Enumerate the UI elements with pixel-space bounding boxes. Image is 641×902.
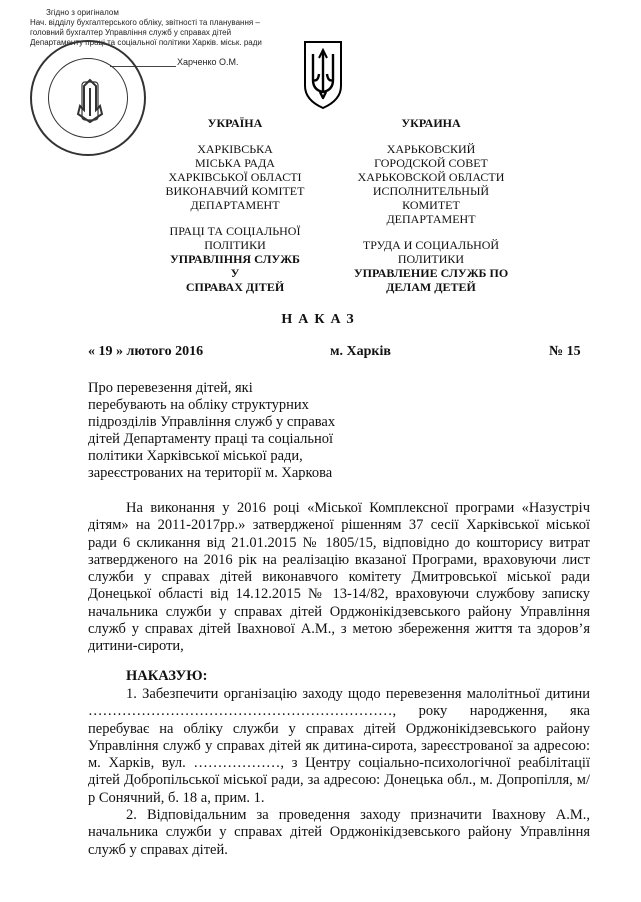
header-ukrainian bbox=[165, 116, 305, 294]
document-title: НАКАЗ bbox=[281, 312, 360, 327]
order-subject bbox=[88, 380, 368, 482]
cert-line-1: Згідно з оригіналом bbox=[46, 8, 119, 17]
header-ua-line: ПРАЦІ ТА СОЦІАЛЬНОЇ bbox=[169, 224, 301, 238]
header-ru-line: ГОРОДСКОЙ СОВЕТ bbox=[374, 156, 488, 170]
header-ua-line: ХАРКІВСЬКА bbox=[197, 142, 273, 156]
subject-line: дітей Департаменту праці та соціальної bbox=[88, 431, 334, 447]
subject-line: перебувають на обліку структурних bbox=[88, 397, 309, 413]
header-ru-line: ХАРЬКОВСКИЙ bbox=[386, 142, 476, 156]
header-ua-line: ХАРКІВСЬКОЇ ОБЛАСТІ bbox=[168, 170, 302, 184]
header-ua-line: ДЕПАРТАМЕНТ bbox=[190, 198, 280, 212]
cert-line-2: Нач. відділу бухгалтерського обліку, звітності та планування – bbox=[30, 18, 260, 27]
header-ua-line: ВИКОНАВЧИЙ КОМІТЕТ bbox=[165, 184, 305, 198]
order-items bbox=[88, 686, 590, 859]
subject-line: Про перевезення дітей, які bbox=[88, 380, 253, 396]
subject-line: зареєстрованих на території м. Харкова bbox=[88, 465, 333, 481]
order-date: « 19 » лютого 2016 bbox=[88, 344, 204, 359]
header-ua-line: СПРАВАХ ДІТЕЙ bbox=[185, 280, 285, 294]
cert-line-4: Департаменту праці та соціальної політики Харків. міськ. ради bbox=[30, 38, 262, 47]
signature-name: Харченко О.М. bbox=[177, 57, 239, 67]
order-item-2: 2. Відповідальним за проведення заходу призначити Івахнову А.М., начальника служби у справах дітей Орджонікідзевського району Управління служб у справах дітей. bbox=[88, 807, 590, 858]
subject-line: політики Харківської міської ради, bbox=[88, 448, 303, 464]
preamble-text: На виконання у 2016 році «Міської Комплексної програми «Назустріч дітям» на 2011-2017рр.» затвердженої рішенням 37 сесії Харківської міської ради 6 скликання від 21.01.2015 № 1805/15, відповідно до кошторису витрат затвердженого на 2016 рік на реалізацію вказаної Програми, враховуючи лист служби у справах дітей виконавчого комітету Дмитровської міської ради Донецької області від 14.12.2015 № 13-14/82, враховуючи службову записку начальника служби у справах дітей Орджонікідзевського району Управління служб у справах дітей Івахнової А.М., з метою збереження життя та здоров’я дитини-сироти, bbox=[88, 500, 590, 655]
header-ru-line: ДЕПАРТАМЕНТ bbox=[386, 212, 476, 226]
header-ru-line: ТРУДА И СОЦИАЛЬНОЙ bbox=[362, 238, 500, 252]
trident-emblem-icon bbox=[301, 36, 345, 110]
order-heading: НАКАЗУЮ: bbox=[126, 668, 208, 684]
header-ua-line: УПРАВЛІННЯ СЛУЖБ У bbox=[169, 252, 300, 280]
header-ru-line: ИСПОЛНИТЕЛЬНЫЙ КОМИТЕТ bbox=[372, 184, 490, 212]
subject-line: підрозділів Управління служб у справах bbox=[88, 414, 336, 430]
header-ua-line: МІСЬКА РАДА bbox=[195, 156, 275, 170]
preamble bbox=[88, 500, 590, 656]
header-ru-line: ПОЛИТИКИ bbox=[397, 252, 465, 266]
header-ua-line: ПОЛІТИКИ bbox=[204, 238, 266, 252]
header-ru-line: УПРАВЛЕНИЕ СЛУЖБ ПО bbox=[353, 266, 509, 280]
header-ru-line: ДЕЛАМ ДЕТЕЙ bbox=[386, 280, 476, 294]
order-number: № 15 bbox=[549, 344, 581, 359]
order-item-1: 1. Забезпечити організацію заходу щодо перевезення малолітньої дитини ………………………………………………………, року народження, яка перебуває на обліку служби у справах дітей Орджонікідзевського району Управління служб у справах дітей як дитина-сирота, зареєстрованої за адресою: м. Харків, вул. ………………, з Центру соціально-психологічної реабілітації дітей Добропільської міської ради, за адресою: Донецька обл., м. Допропілля, м/р Сонячний, б. 18 а, прим. 1. bbox=[88, 686, 590, 806]
header-ru-line: ХАРЬКОВСКОЙ ОБЛАСТИ bbox=[357, 170, 505, 184]
header-ru-country: УКРАИНА bbox=[401, 116, 461, 130]
order-place: м. Харків bbox=[330, 344, 391, 359]
cert-line-3: головний бухгалтер Управління служб у справах дітей bbox=[30, 28, 232, 37]
header-ua-country: УКРАЇНА bbox=[207, 116, 263, 130]
header-russian bbox=[346, 116, 516, 294]
official-seal-stamp bbox=[30, 40, 146, 156]
